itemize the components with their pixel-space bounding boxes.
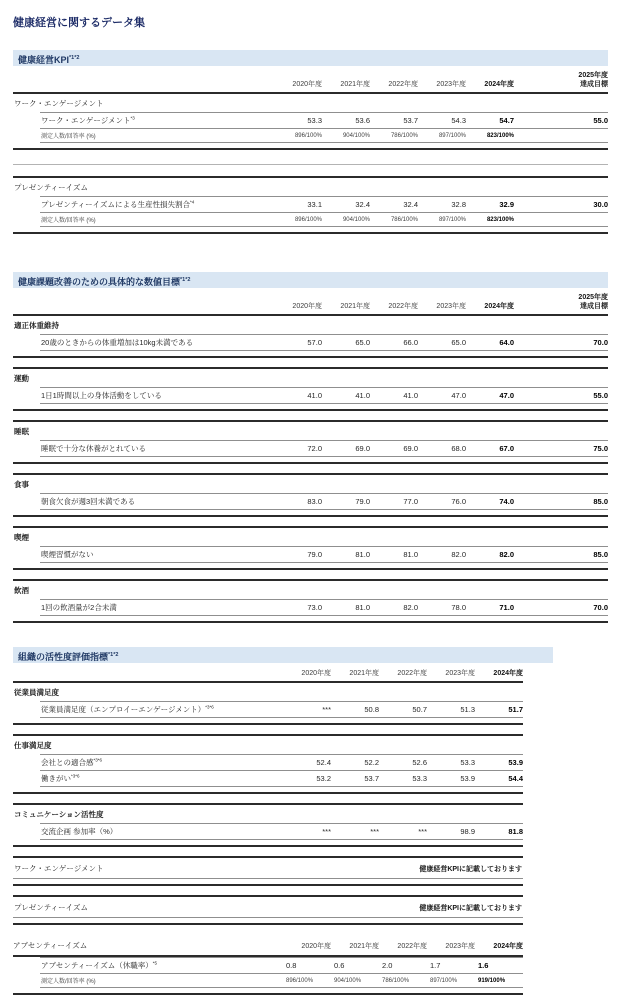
value-cell: 52.6 <box>412 758 427 768</box>
separator-line <box>13 164 608 165</box>
metric-label: 従業員満足度（エンプロイーエンゲージメント）$^{*3*6}$ <box>41 704 214 715</box>
metric-rows <box>40 196 608 227</box>
year-column-header: 2020年度 <box>292 81 322 89</box>
metric-label: 働きがい$^{*3*6}$ <box>41 773 80 784</box>
metric-label: 会社との適合感$^{*3*6}$ <box>41 757 103 768</box>
metric-label: ワーク・エンゲージメント$^{*3}$ <box>41 115 135 126</box>
group-label: プレゼンティーイズム <box>14 903 89 913</box>
value-cell: 53.3 <box>307 116 322 126</box>
section-header-band <box>13 272 608 288</box>
metric-row <box>40 197 608 213</box>
metric-group <box>13 856 523 886</box>
section-title: アブセンティーイズム <box>13 941 88 951</box>
section-title: 健康課題改善のための具体的な数値目標$^{*1*2}$ <box>18 277 191 288</box>
value-cell: 32.9 <box>499 200 514 210</box>
value-cell: 73.0 <box>307 603 322 613</box>
value-cell: 53.9 <box>460 774 475 784</box>
value-cell: 77.0 <box>403 497 418 507</box>
year-column-header: 2024年度 <box>484 303 514 311</box>
group-label: 食事 <box>14 480 29 490</box>
metric-label: 測定人数/回答率 (%) <box>41 979 96 986</box>
metric-group <box>13 683 523 725</box>
metric-row <box>40 441 608 457</box>
footnote-marker: *1*2 <box>108 652 119 659</box>
metric-rows <box>40 754 523 787</box>
section-header-band <box>13 647 553 663</box>
target-cell: 55.0 <box>593 391 608 401</box>
column-header-row <box>13 288 608 316</box>
metric-group <box>13 957 523 995</box>
value-cell: 69.0 <box>403 444 418 454</box>
year-column-header: 2024年度 <box>493 942 523 950</box>
target-column-header-line: 達成目標 <box>580 303 608 311</box>
metric-rows <box>40 599 608 616</box>
metric-rows <box>40 112 608 143</box>
year-column-header: 2021年度 <box>349 942 379 950</box>
metric-label: プレゼンティーイズムによる生産性損失割合$^{*4}$ <box>41 199 195 210</box>
metric-rows <box>40 701 523 718</box>
year-column-header: 2021年度 <box>340 303 370 311</box>
value-cell: 897/100% <box>438 216 466 223</box>
sections-container <box>13 50 608 995</box>
value-cell: *** <box>370 827 379 837</box>
group-label: 喫煙 <box>14 533 29 543</box>
metric-row <box>40 129 608 143</box>
metric-rows <box>40 334 608 351</box>
value-cell: 41.0 <box>355 391 370 401</box>
value-cell: 54.4 <box>508 774 523 784</box>
value-cell: 904/100% <box>334 977 362 984</box>
value-cell: 74.0 <box>499 497 514 507</box>
year-column-header: 2020年度 <box>301 942 331 950</box>
metric-rows <box>40 823 523 840</box>
value-cell: 51.7 <box>508 705 523 715</box>
note-text: 健康経営KPIに記載しております <box>419 904 522 912</box>
section-targets <box>13 272 608 623</box>
group-label: プレゼンティーイズム <box>14 183 89 193</box>
metric-row <box>40 702 523 718</box>
metric-group <box>13 367 608 411</box>
value-cell: 82.0 <box>403 603 418 613</box>
value-cell: 53.2 <box>316 774 331 784</box>
value-cell: 65.0 <box>355 338 370 348</box>
year-column-header: 2023年度 <box>436 303 466 311</box>
metric-row <box>40 113 608 129</box>
target-cell: 70.0 <box>593 603 608 613</box>
footnote-marker: *1*2 <box>69 55 80 61</box>
value-cell: 54.3 <box>451 116 466 126</box>
value-cell: *** <box>322 705 331 715</box>
target-column-header <box>514 71 608 89</box>
value-cell: 823/100% <box>486 216 514 223</box>
value-cell: 897/100% <box>430 977 458 984</box>
metric-label: 1日1時間以上の身体活動をしている <box>41 391 162 401</box>
value-cell: 50.7 <box>412 705 427 715</box>
value-cell: 83.0 <box>307 497 322 507</box>
value-cell: 79.0 <box>355 497 370 507</box>
section-title: 組織の活性度評価指標$^{*1*2}$ <box>18 652 119 663</box>
value-cell: 81.0 <box>355 550 370 560</box>
metric-row <box>40 547 608 563</box>
value-cell: 76.0 <box>451 497 466 507</box>
value-cell: 69.0 <box>355 444 370 454</box>
value-cell: 904/100% <box>342 132 370 139</box>
metric-group <box>13 803 523 847</box>
value-cell: 53.3 <box>460 758 475 768</box>
group-label: ワーク・エンゲージメント <box>14 864 104 874</box>
value-cell: 66.0 <box>403 338 418 348</box>
group-label: 適正体重維持 <box>14 321 59 331</box>
metric-rows <box>40 546 608 563</box>
year-column-header: 2024年度 <box>493 670 523 678</box>
value-cell: 53.6 <box>355 116 370 126</box>
metric-label: 朝食欠食が週3回未満である <box>41 497 136 507</box>
section-org <box>13 647 523 925</box>
group-label: 従業員満足度 <box>14 688 59 698</box>
year-column-header: 2023年度 <box>445 670 475 678</box>
metric-rows <box>40 387 608 404</box>
footnote-marker: *1*2 <box>180 277 191 284</box>
value-cell: 823/100% <box>486 132 514 139</box>
metric-row <box>40 335 608 351</box>
value-cell: 81.0 <box>355 603 370 613</box>
metric-row <box>40 600 608 616</box>
metric-row <box>40 771 523 787</box>
target-cell: 30.0 <box>593 200 608 210</box>
metric-row <box>40 494 608 510</box>
section-title: 健康経営$KPI^{*1*2}$ <box>18 55 80 65</box>
target-cell: 55.0 <box>593 116 608 126</box>
value-cell: 1.7 <box>430 961 441 971</box>
section-header-band <box>13 50 608 66</box>
metric-label: 喫煙習慣がない <box>41 550 94 560</box>
year-column-header: 2022年度 <box>388 81 418 89</box>
metric-row <box>40 755 523 771</box>
metric-label: 交流企画 参加率（%） <box>41 827 118 837</box>
value-cell: 786/100% <box>390 132 418 139</box>
year-column-header: 2021年度 <box>349 670 379 678</box>
value-cell: 65.0 <box>451 338 466 348</box>
value-cell: 1.6 <box>478 961 489 971</box>
value-cell: 72.0 <box>307 444 322 454</box>
value-cell: 50.8 <box>364 705 379 715</box>
note-row <box>13 858 523 879</box>
footnote-marker: *3*6 <box>205 704 214 710</box>
target-column-header-line: 2025年度 <box>578 294 608 302</box>
metric-label: 測定人数/回答率 (%) <box>41 134 96 141</box>
value-cell: 57.0 <box>307 338 322 348</box>
value-cell: 896/100% <box>286 977 314 984</box>
section-absenteeism <box>13 935 523 995</box>
year-column-header: 2021年度 <box>340 81 370 89</box>
metric-label: アブセンティーイズム（休職率）$^{*5}$ <box>41 960 158 971</box>
metric-label: 1回の飲酒量が2合未満 <box>41 603 117 613</box>
section-inline-header <box>13 935 523 957</box>
metric-group <box>13 316 608 358</box>
value-cell: 32.4 <box>403 200 418 210</box>
note-row <box>13 897 523 918</box>
value-cell: 919/100% <box>478 977 506 984</box>
metric-group <box>13 734 523 794</box>
footnote-marker: *3*6 <box>93 757 103 763</box>
metric-label: 睡眠で十分な休養がとれている <box>41 444 146 454</box>
metric-group <box>13 420 608 464</box>
value-cell: 52.4 <box>316 758 331 768</box>
value-cell: 897/100% <box>438 132 466 139</box>
year-column-header: 2022年度 <box>397 942 427 950</box>
target-cell: 85.0 <box>593 550 608 560</box>
group-label: コミュニケーション活性度 <box>14 810 104 820</box>
metric-rows <box>40 493 608 510</box>
group-label: ワーク・エンゲージメント <box>14 99 104 109</box>
metric-group <box>13 579 608 623</box>
value-cell: 41.0 <box>403 391 418 401</box>
metric-row <box>40 213 608 227</box>
value-cell: 32.8 <box>451 200 466 210</box>
year-column-header: 2022年度 <box>388 303 418 311</box>
value-cell: 53.9 <box>508 758 523 768</box>
note-text: 健康経営KPIに記載しております <box>419 865 522 873</box>
year-column-header: 2020年度 <box>301 670 331 678</box>
footnote-marker: *3*6 <box>71 773 80 779</box>
value-cell: 47.0 <box>451 391 466 401</box>
target-column-header-line: 達成目標 <box>580 81 608 89</box>
value-cell: 53.7 <box>364 774 379 784</box>
footnote-marker: *4 <box>190 199 195 205</box>
page-title: 健康経営に関するデータ集 <box>13 17 145 29</box>
value-cell: 54.7 <box>499 116 514 126</box>
value-cell: 2.0 <box>382 961 393 971</box>
metric-rows <box>40 957 523 988</box>
value-cell: 896/100% <box>294 216 322 223</box>
metric-group <box>13 473 608 517</box>
value-cell: 51.3 <box>460 705 475 715</box>
target-column-header-line: 2025年度 <box>578 72 608 79</box>
value-cell: *** <box>418 827 427 837</box>
value-cell: 0.8 <box>286 961 297 971</box>
value-cell: 82.0 <box>499 550 514 560</box>
value-cell: 82.0 <box>451 550 466 560</box>
value-cell: 41.0 <box>307 391 322 401</box>
metric-group <box>13 94 608 150</box>
target-cell: 75.0 <box>593 444 608 454</box>
value-cell: 904/100% <box>342 216 370 223</box>
section-kpi <box>13 50 608 234</box>
year-column-header: 2022年度 <box>397 670 427 678</box>
metric-group <box>13 176 608 234</box>
value-cell: 53.7 <box>403 116 418 126</box>
value-cell: 78.0 <box>451 603 466 613</box>
metric-label: 測定人数/回答率 (%) <box>41 218 96 225</box>
value-cell: 0.6 <box>334 961 345 971</box>
value-cell: 67.0 <box>499 444 514 454</box>
value-cell: 71.0 <box>499 603 514 613</box>
target-column-header <box>514 293 608 311</box>
value-cell: 896/100% <box>294 132 322 139</box>
group-label: 運動 <box>14 374 29 384</box>
metric-row <box>40 824 523 840</box>
metric-row <box>40 974 523 988</box>
metric-group <box>13 526 608 570</box>
year-column-header: 2020年度 <box>292 303 322 311</box>
value-cell: 33.1 <box>307 200 322 210</box>
value-cell: 81.8 <box>508 827 523 837</box>
metric-row <box>40 388 608 404</box>
value-cell: 64.0 <box>499 338 514 348</box>
value-cell: *** <box>322 827 331 837</box>
value-cell: 53.3 <box>412 774 427 784</box>
value-cell: 786/100% <box>390 216 418 223</box>
value-cell: 786/100% <box>382 977 410 984</box>
target-cell: 70.0 <box>593 338 608 348</box>
value-cell: 79.0 <box>307 550 322 560</box>
metric-row <box>40 958 523 974</box>
footnote-marker: *3 <box>130 115 135 121</box>
year-column-header: 2024年度 <box>484 81 514 89</box>
value-cell: 98.9 <box>460 827 475 837</box>
footnote-marker: *5 <box>152 960 158 966</box>
group-label: 睡眠 <box>14 427 29 437</box>
metric-label: 20歳のときからの体重増加は10kg未満である <box>41 338 194 348</box>
year-column-header: 2023年度 <box>436 81 466 89</box>
value-cell: 47.0 <box>499 391 514 401</box>
target-cell: 85.0 <box>593 497 608 507</box>
column-header-row <box>13 663 523 683</box>
value-cell: 32.4 <box>355 200 370 210</box>
group-label: 飲酒 <box>14 586 29 596</box>
year-column-header: 2023年度 <box>445 942 475 950</box>
value-cell: 52.2 <box>364 758 379 768</box>
column-header-row <box>13 66 608 94</box>
group-label: 仕事満足度 <box>14 741 52 751</box>
metric-group <box>13 895 523 925</box>
value-cell: 81.0 <box>403 550 418 560</box>
metric-rows <box>40 440 608 457</box>
value-cell: 68.0 <box>451 444 466 454</box>
